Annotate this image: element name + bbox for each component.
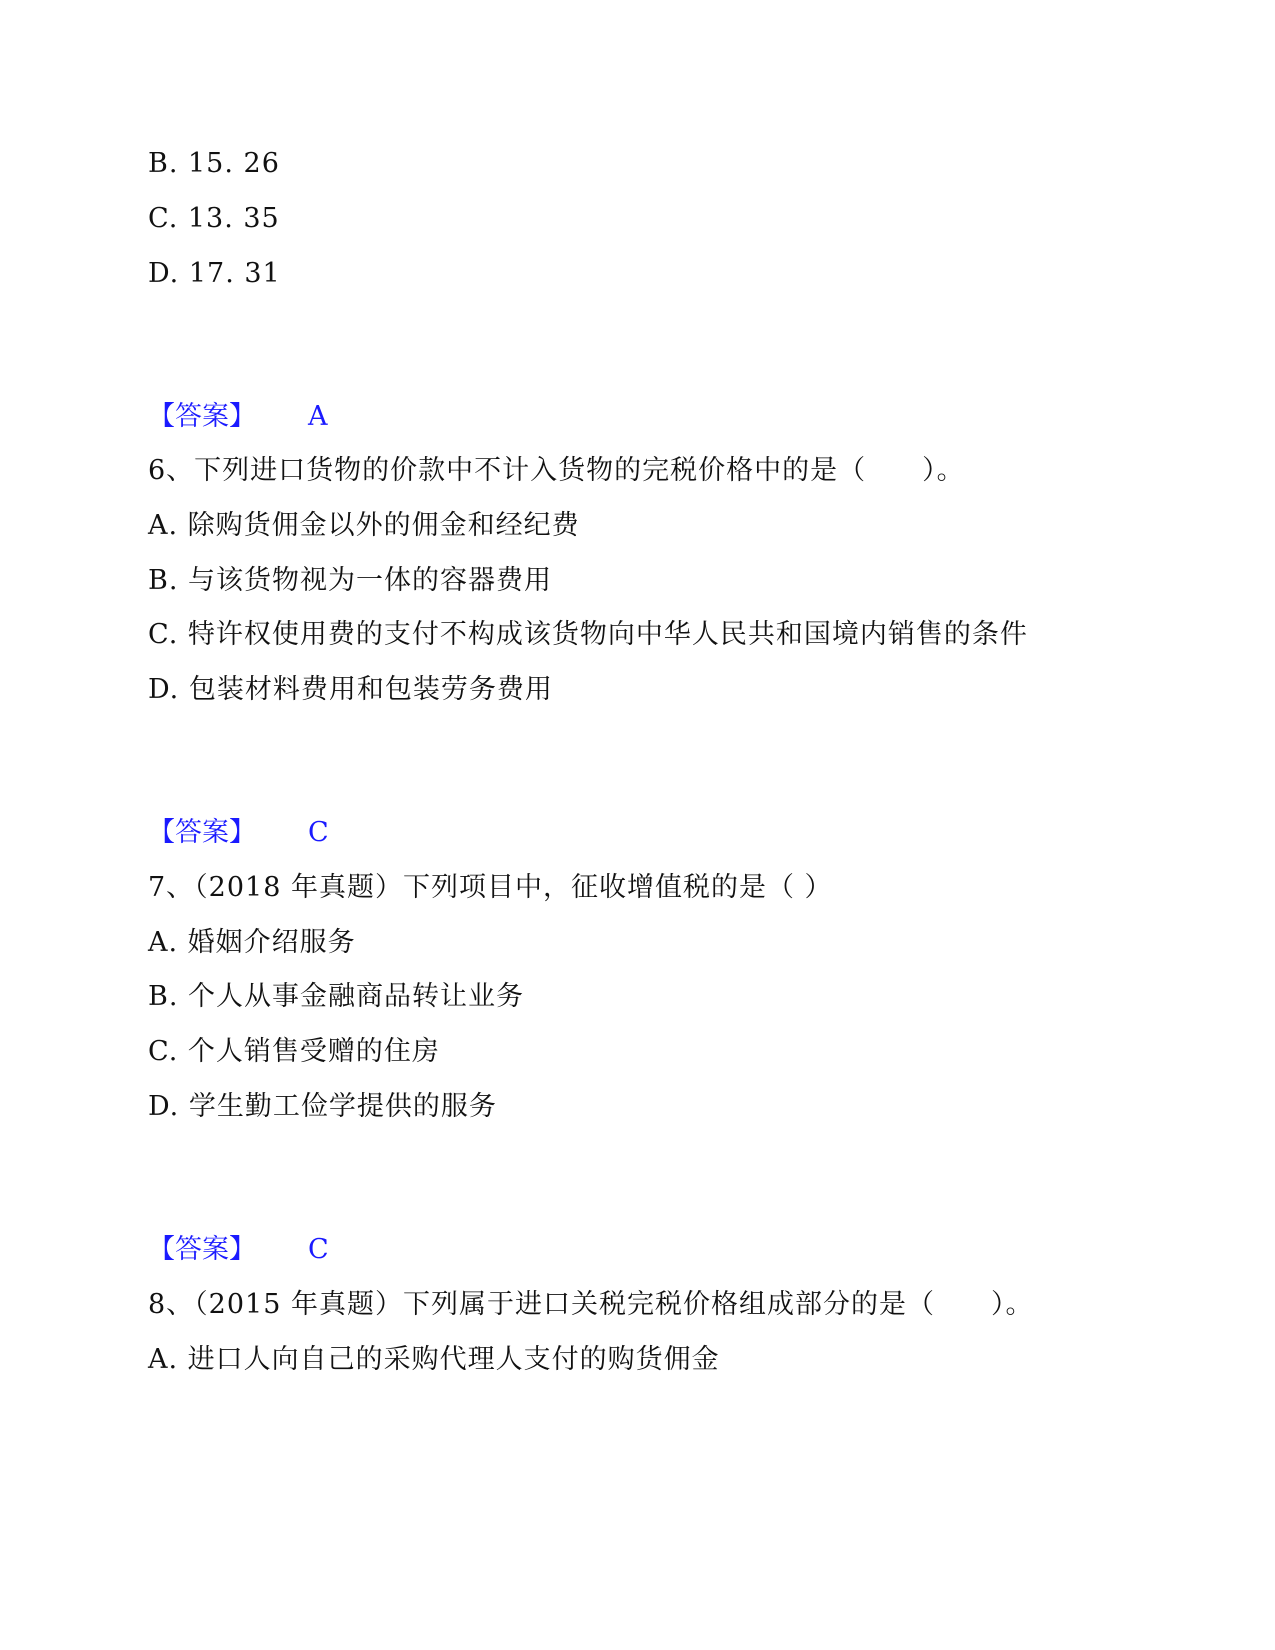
q7-question: 7、（2018 年真题）下列项目中，征收增值税的是（ ） [148,872,833,903]
q7-option-d: D. 学生勤工俭学提供的服务 [148,1091,497,1122]
answer-value: C [308,817,329,848]
q6-option-a: A. 除购货佣金以外的佣金和经纪费 [148,510,580,541]
q6-option-d: D. 包装材料费用和包装劳务费用 [148,674,553,705]
answer-label: 【答案】 [148,1234,256,1265]
answer-6 [148,815,329,851]
answer-label: 【答案】 [148,817,256,848]
q7-option-b: B. 个人从事金融商品转让业务 [148,981,525,1012]
answer-7 [148,1232,329,1268]
q5-option-d: D. 17. 31 [148,258,281,289]
q7-option-a: A. 婚姻介绍服务 [148,927,356,958]
answer-value: C [308,1234,329,1265]
q5-option-b: B. 15. 26 [148,148,280,179]
q8-option-a: A. 进口人向自己的采购代理人支付的购货佣金 [148,1344,720,1375]
answer-label: 【答案】 [148,401,256,432]
answer-5 [148,399,328,435]
q6-question: 6、下列进口货物的价款中不计入货物的完税价格中的是（ ）。 [148,455,965,486]
q5-option-c: C. 13. 35 [148,203,280,234]
answer-value: A [308,401,328,432]
q6-option-b: B. 与该货物视为一体的容器费用 [148,565,553,596]
q6-option-c: C. 特许权使用费的支付不构成该货物向中华人民共和国境内销售的条件 [148,619,1028,650]
q7-option-c: C. 个人销售受赠的住房 [148,1036,440,1067]
q8-question: 8、（2015 年真题）下列属于进口关税完税价格组成部分的是（ ）。 [148,1289,1034,1320]
